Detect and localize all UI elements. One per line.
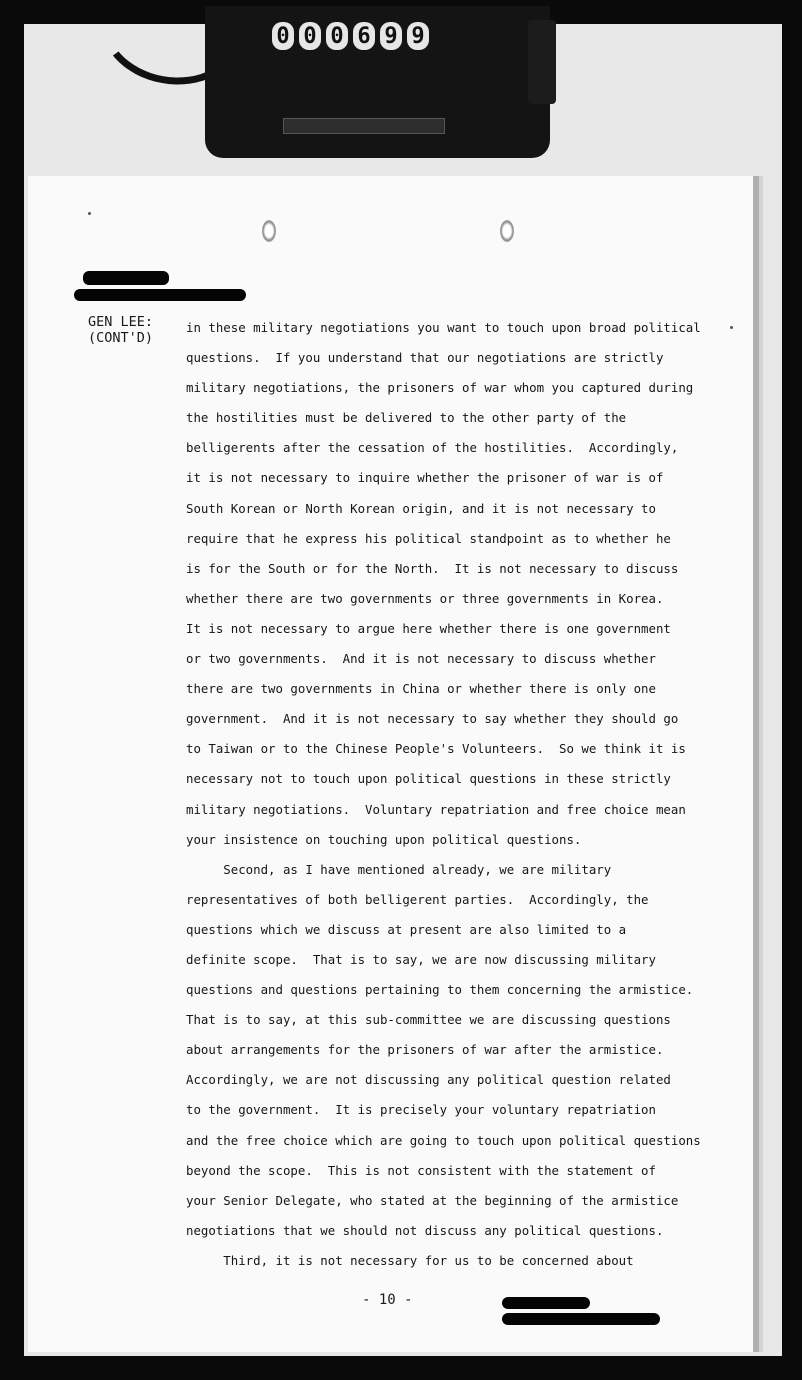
punch-hole: [262, 220, 276, 242]
counter-digit: 0: [326, 22, 348, 50]
redaction-bar-bottom: [502, 1313, 660, 1325]
counter-digit: 9: [380, 22, 402, 50]
transcript-line: military negotiations, the prisoners of war whom you captured during: [186, 380, 694, 396]
counter-digit: 9: [407, 22, 429, 50]
transcript-line: or two governments. And it is not necessary to discuss whether: [186, 651, 656, 667]
speck: [730, 326, 733, 329]
transcript-line: That is to say, at this sub-committee we are discussing questions: [186, 1012, 671, 1028]
transcript-line: representatives of both belligerent parties. Accordingly, the: [186, 891, 649, 907]
transcript-line: whether there are two governments or three governments in Korea.: [186, 590, 664, 606]
redaction-bar-bottom: [502, 1297, 590, 1309]
counter-digit: 6: [353, 22, 375, 50]
transcript-line: your Senior Delegate, who stated at the beginning of the armistice: [186, 1192, 679, 1208]
transcript-line: definite scope. That is to say, we are now discussing military: [186, 951, 656, 967]
transcript-line: about arrangements for the prisoners of war after the armistice.: [186, 1042, 664, 1058]
transcript-line: government. And it is not necessary to say whether they should go: [186, 711, 679, 727]
transcript-line: Third, it is not necessary for us to be concerned about: [186, 1252, 634, 1268]
transcript-line: to the government. It is precisely your voluntary repatriation: [186, 1102, 656, 1118]
transcript-line: to Taiwan or to the Chinese People's Volunteers. So we think it is: [186, 741, 686, 757]
page-number: - 10 -: [362, 1292, 413, 1308]
transcript-line: your insistence on touching upon political questions.: [186, 831, 582, 847]
transcript-line: and the free choice which are going to touch upon political questions: [186, 1132, 701, 1148]
counter-slot: [283, 118, 445, 134]
transcript-line: necessary not to touch upon political questions in these strictly: [186, 771, 671, 787]
speck: [88, 212, 91, 215]
transcript-line: Accordingly, we are not discussing any political question related: [186, 1072, 671, 1088]
redaction-bar-top: [83, 271, 169, 285]
speaker-label: [88, 315, 153, 346]
transcript-line: negotiations that we should not discuss any political questions.: [186, 1222, 664, 1238]
transcript-line: belligerents after the cessation of the hostilities. Accordingly,: [186, 440, 679, 456]
transcript-body: [186, 313, 726, 1276]
transcript-line: in these military negotiations you want to touch upon broad political: [186, 320, 701, 335]
transcript-line: is for the South or for the North. It is not necessary to discuss: [186, 560, 679, 576]
counter-digit: 0: [299, 22, 321, 50]
transcript-line: questions. If you understand that our negotiations are strictly: [186, 350, 664, 366]
transcript-line: the hostilities must be delivered to the other party of the: [186, 410, 627, 426]
speaker-name: GEN LEE:: [88, 314, 154, 330]
punch-hole: [500, 220, 514, 242]
transcript-line: Second, as I have mentioned already, we are military: [186, 861, 612, 877]
counter-digit: 0: [272, 22, 294, 50]
transcript-line: require that he express his political standpoint as to whether he: [186, 530, 671, 546]
transcript-line: it is not necessary to inquire whether the prisoner of war is of: [186, 470, 664, 486]
transcript-line: beyond the scope. This is not consistent with the statement of: [186, 1162, 656, 1178]
transcript-line: questions which we discuss at present are also limited to a: [186, 921, 627, 937]
transcript-line: It is not necessary to argue here whether there is one government: [186, 620, 671, 636]
speaker-continued: (CONT'D): [88, 329, 154, 346]
transcript-line: South Korean or North Korean origin, and it is not necessary to: [186, 500, 656, 516]
counter-arm: [528, 20, 556, 104]
transcript-line: military negotiations. Voluntary repatriation and free choice mean: [186, 801, 686, 817]
redaction-bar-top: [74, 289, 246, 301]
transcript-line: there are two governments in China or whether there is only one: [186, 681, 656, 697]
transcript-line: questions and questions pertaining to them concerning the armistice.: [186, 982, 694, 998]
frame-counter-digits: [272, 22, 429, 50]
